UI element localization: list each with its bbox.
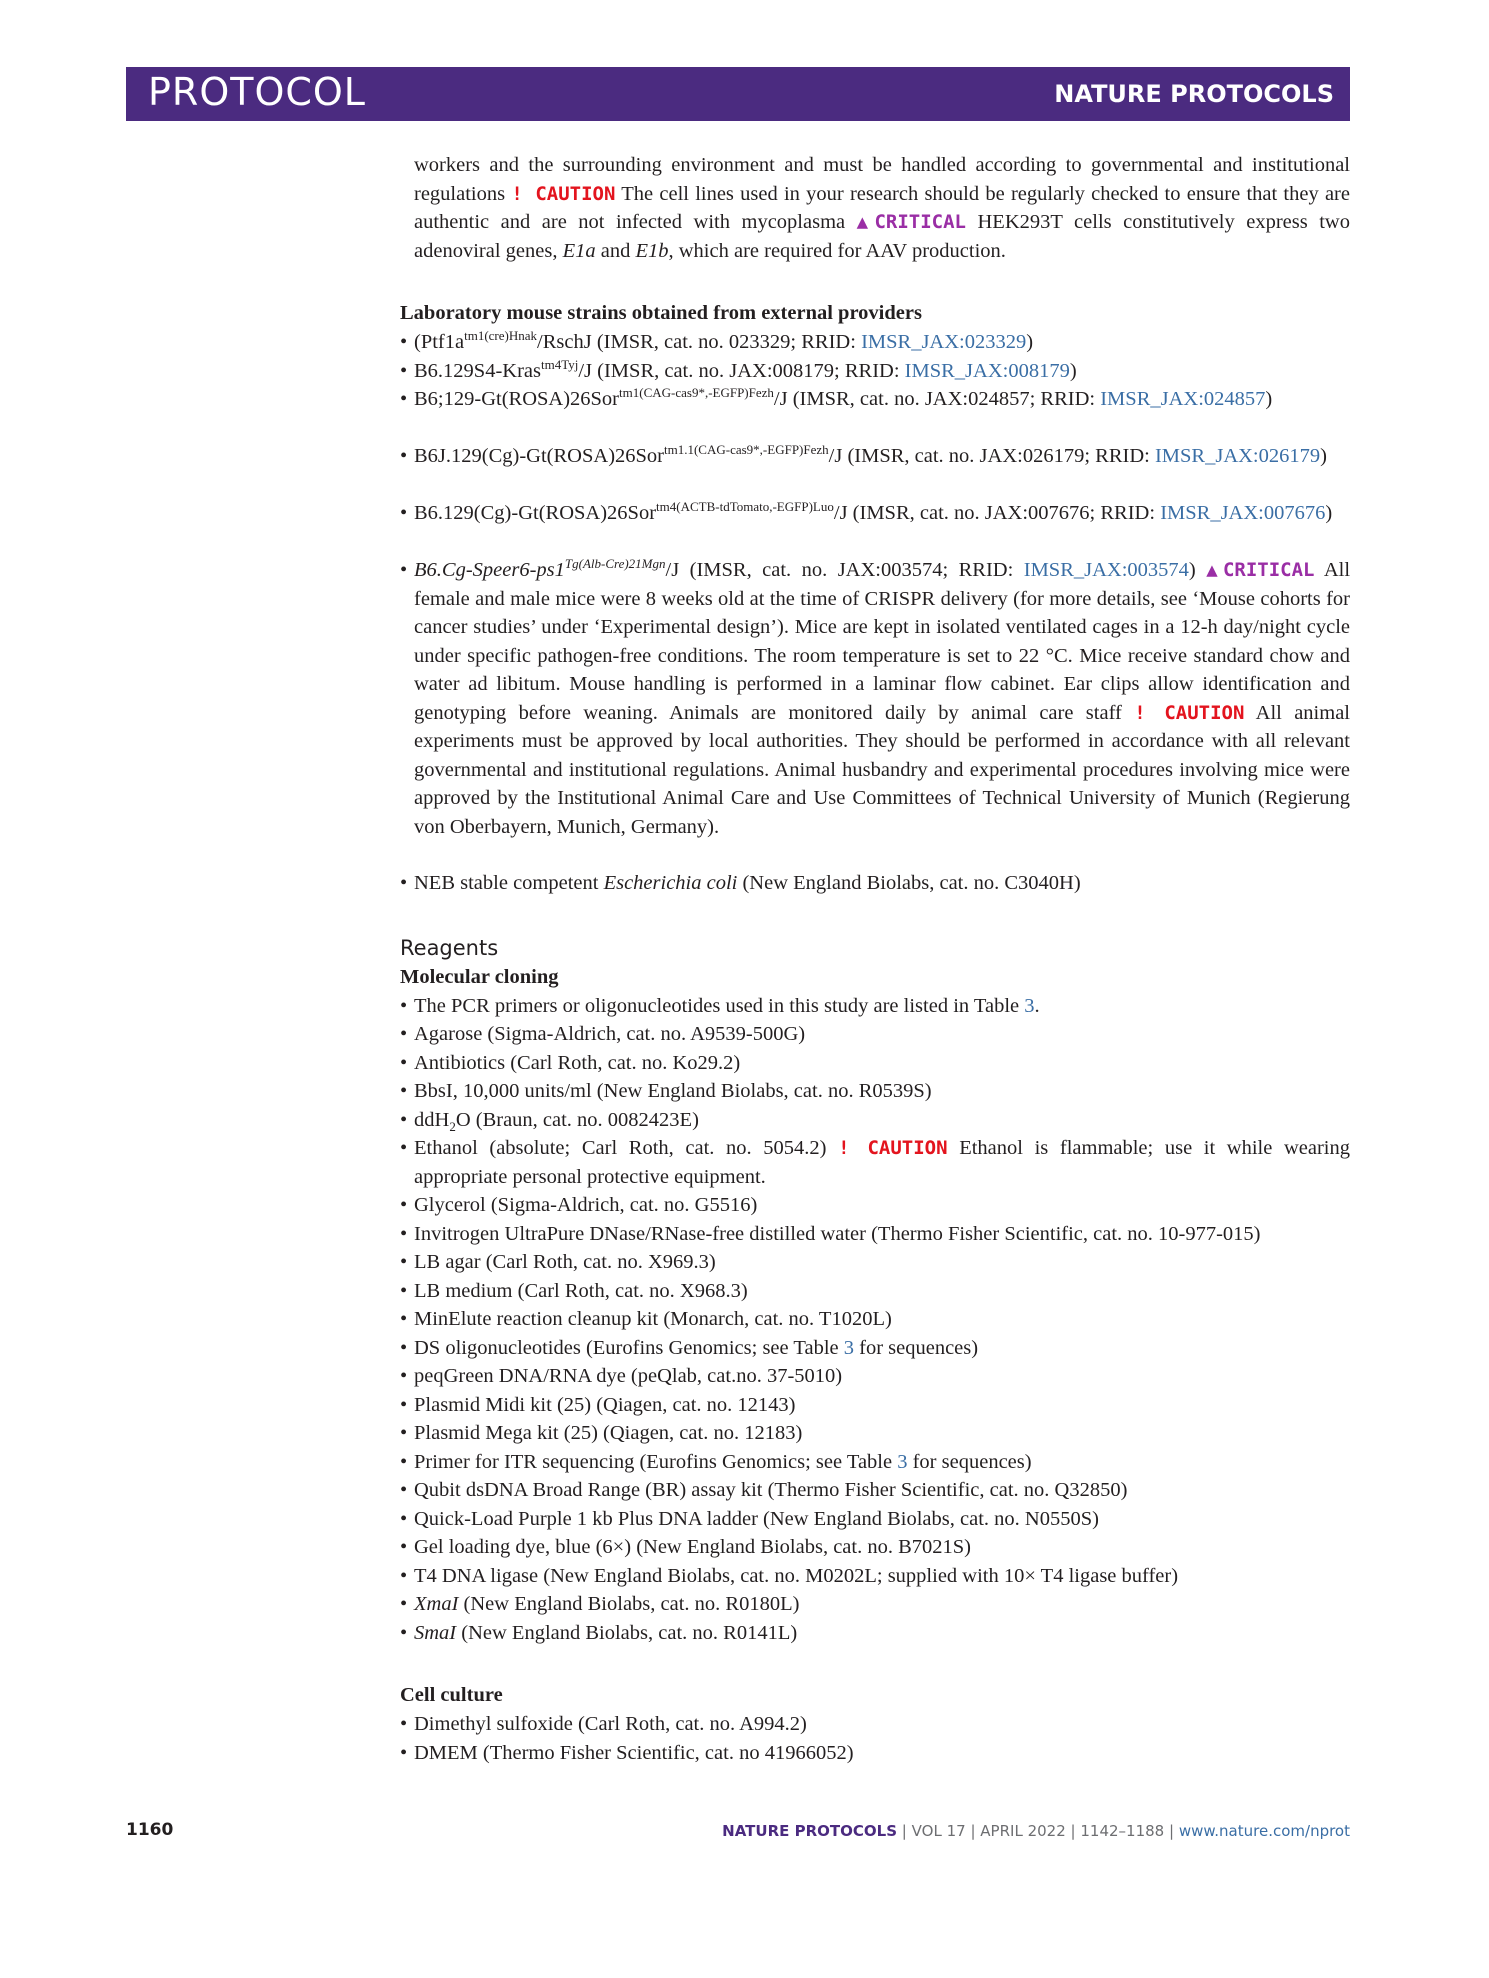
list-item: • The PCR primers or oligonucleotides used in this study are listed in Table 3. bbox=[400, 995, 1040, 1017]
footer-citation: NATURE PROTOCOLS | VOL 17 | APRIL 2022 | 1142–1188 | www.nature.com/nprot bbox=[722, 1822, 1350, 1840]
list-item: • LB agar (Carl Roth, cat. no. X969.3) bbox=[400, 1251, 716, 1273]
list-item: • DS oligonucleotides (Eurofins Genomics; see Table 3 for sequences) bbox=[400, 1337, 979, 1359]
reagents-heading: Reagents bbox=[400, 936, 499, 960]
cell-culture-heading: Cell culture bbox=[400, 1684, 503, 1706]
list-item: • Quick-Load Purple 1 kb Plus DNA ladder (New England Biolabs, cat. no. N0550S) bbox=[400, 1508, 1099, 1530]
list-item: • $B6.Cg-Speer6-ps1^{Tg(Alb-Cre)21Mgn}/J$ (IMSR, cat. no. JAX:003574; RRID: IMSR_JAX:003574) ▲CRITICAL All female and male mice were 8 weeks old at the time of CRISPR delivery (for more details, see ‘Mouse cohorts for cancer studies’ under ‘Experimental design’). Mice are kept in isolated ventilated cages in a 12-h day/night cycle under specific pathogen-free conditions. The room temperature is set to 22 °C. Mice receive standard chow and water ad libitum. Mouse handling is performed in a laminar flow cabinet. Ear clips allow identification and genotyping before weaning. Animals are monitored daily by animal care staff ! CAUTION All animal experiments must be approved by local authorities. They should be performed in accordance with all relevant governmental and institutional regulations. Animal husbandry and experimental procedures involving mice were approved by the Institutional Animal Care and Use Committees of Technical University of Munich (Regierung von Oberbayern, Munich, Germany). bbox=[400, 556, 1351, 838]
list-item: • Invitrogen UltraPure DNase/RNase-free distilled water (Thermo Fisher Scientific, cat. no. 10-977-015) bbox=[400, 1223, 1261, 1245]
list-item: • DMEM (Thermo Fisher Scientific, cat. no 41966052) bbox=[400, 1742, 854, 1764]
list-item: • Glycerol (Sigma-Aldrich, cat. no. G5516) bbox=[400, 1194, 758, 1216]
list-item: • ddH$_2$O (Braun, cat. no. 0082423E) bbox=[400, 1109, 699, 1135]
rrid-link[interactable]: IMSR_JAX:008179 bbox=[904, 360, 1070, 382]
list-item: • peqGreen DNA/RNA dye (peQlab, cat.no. 37-5010) bbox=[400, 1365, 843, 1387]
list-item: • Agarose (Sigma-Aldrich, cat. no. A9539-500G) bbox=[400, 1023, 806, 1045]
intro-paragraph: workers and the surrounding environment and must be handled according to governmental and institutional regulations ! CAUTION The cell lines used in your research should be regularly checked to ensure that they are authentic and are not infected with mycoplasma ▲CRITICAL HEK293T cells constitutively express two adenoviral genes, E1a and E1b, which are required for AAV production. bbox=[414, 154, 1350, 262]
list-item: • Plasmid Mega kit (25) (Qiagen, cat. no. 12183) bbox=[400, 1422, 803, 1444]
critical-label: ▲CRITICAL bbox=[1206, 559, 1315, 581]
rrid-link[interactable]: IMSR_JAX:007676 bbox=[1160, 502, 1326, 524]
rrid-link[interactable]: IMSR_JAX:024857 bbox=[1100, 388, 1266, 410]
list-item: • LB medium (Carl Roth, cat. no. X968.3) bbox=[400, 1280, 748, 1302]
list-item: • NEB stable competent Escherichia coli (New England Biolabs, cat. no. C3040H) bbox=[400, 872, 1081, 894]
list-item: • MinElute reaction cleanup kit (Monarch, cat. no. T1020L) bbox=[400, 1308, 892, 1330]
rrid-link[interactable]: IMSR_JAX:026179 bbox=[1154, 445, 1321, 467]
list-item: • B6.129S4-Kras$^{tm4Tyj}$/J (IMSR, cat. no. JAX:008179; RRID: IMSR_JAX:008179) bbox=[400, 357, 1077, 382]
table-link[interactable]: 3 bbox=[1024, 995, 1035, 1017]
list-item: • Ethanol (absolute; Carl Roth, cat. no. 5054.2) ! CAUTION Ethanol is flammable; use it while wearing appropriate personal protective equipment. bbox=[400, 1137, 1351, 1188]
list-item: • T4 DNA ligase (New England Biolabs, cat. no. M0202L; supplied with 10× T4 ligase buffer) bbox=[400, 1565, 1179, 1587]
list-item: • Antibiotics (Carl Roth, cat. no. Ko29.2) bbox=[400, 1052, 741, 1074]
page-number: 1160 bbox=[126, 1820, 174, 1840]
list-item: • ($Ptf1a^{tm1(cre)Hnak}$/RschJ (IMSR, cat. no. 023329; RRID: IMSR_JAX:023329) bbox=[400, 328, 1034, 353]
list-item: • Primer for ITR sequencing (Eurofins Genomics; see Table 3 for sequences) bbox=[400, 1451, 1032, 1473]
table-link[interactable]: 3 bbox=[843, 1337, 854, 1359]
journal-url-link[interactable]: www.nature.com/nprot bbox=[1178, 1822, 1350, 1840]
list-item: • BbsI, 10,000 units/ml (New England Biolabs, cat. no. R0539S) bbox=[400, 1080, 932, 1102]
journal-label: NATURE PROTOCOLS bbox=[1054, 80, 1334, 108]
caution-label: ! CAUTION bbox=[1134, 701, 1245, 724]
list-item: • B6J.129(Cg)-Gt(ROSA)26Sor$^{tm1.1(CAG-cas9*,-EGFP)Fezh}$/J (IMSR, cat. no. JAX:026179; RRID: IMSR_JAX:026179) bbox=[400, 442, 1327, 467]
list-item: • Dimethyl sulfoxide (Carl Roth, cat. no. A994.2) bbox=[400, 1713, 807, 1735]
rrid-link[interactable]: IMSR_JAX:023329 bbox=[861, 331, 1027, 353]
list-item: • B6;129-Gt(ROSA)26Sor$^{tm1(CAG-cas9*,-EGFP)Fezh}$/J (IMSR, cat. no. JAX:024857; RRID: IMSR_JAX:024857) bbox=[400, 385, 1273, 410]
table-link[interactable]: 3 bbox=[897, 1451, 908, 1473]
critical-label: ▲CRITICAL bbox=[856, 211, 966, 233]
mice-heading: Laboratory mouse strains obtained from external providers bbox=[400, 302, 922, 324]
list-item: • B6.129(Cg)-Gt(ROSA)26Sor$^{tm4(ACTB-tdTomato,-EGFP)Luo}$/J (IMSR, cat. no. JAX:007676; RRID: IMSR_JAX:007676) bbox=[400, 499, 1333, 524]
caution-label: ! CAUTION bbox=[511, 182, 616, 205]
list-item: • Qubit dsDNA Broad Range (BR) assay kit (Thermo Fisher Scientific, cat. no. Q32850) bbox=[400, 1479, 1128, 1501]
header-bar bbox=[126, 67, 1350, 121]
list-item: • SmaI (New England Biolabs, cat. no. R0141L) bbox=[400, 1622, 798, 1644]
list-item: • Plasmid Midi kit (25) (Qiagen, cat. no. 12143) bbox=[400, 1394, 796, 1416]
list-item: • Gel loading dye, blue (6×) (New England Biolabs, cat. no. B7021S) bbox=[400, 1536, 971, 1558]
caution-label: ! CAUTION bbox=[838, 1137, 948, 1159]
molecular-cloning-heading: Molecular cloning bbox=[400, 966, 559, 988]
list-item: • XmaI (New England Biolabs, cat. no. R0180L) bbox=[400, 1593, 800, 1615]
rrid-link[interactable]: IMSR_JAX:003574 bbox=[1023, 559, 1189, 581]
section-label: PROTOCOL bbox=[148, 70, 366, 114]
